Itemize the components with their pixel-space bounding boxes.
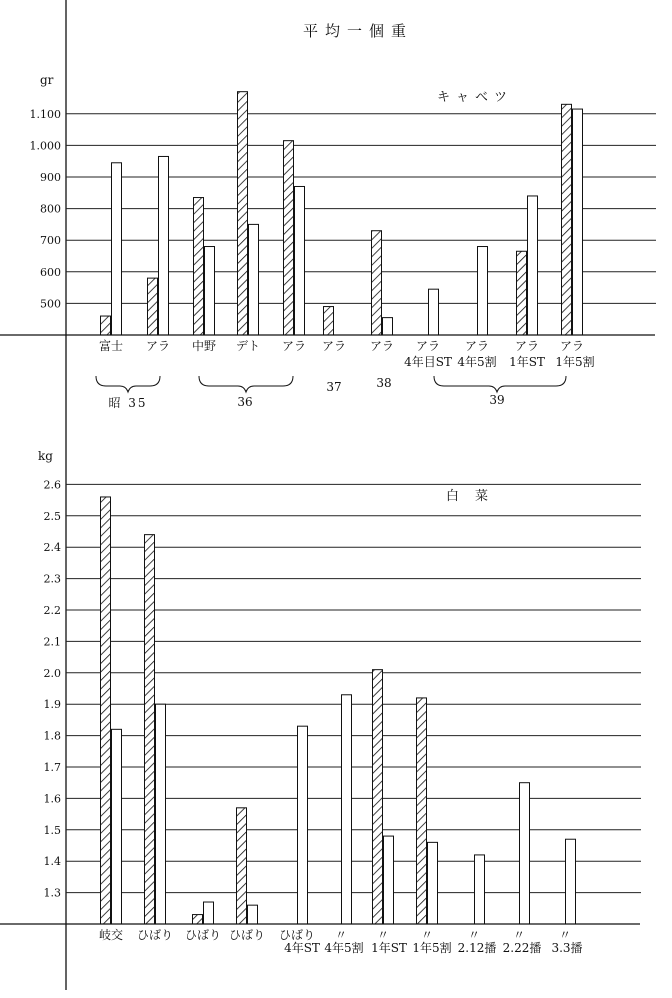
category-label: アラ [145,339,171,353]
bar-hatched [237,808,247,924]
cabbage-chart [0,73,656,410]
cabbage-y-unit: gr [40,73,54,87]
category-label: アラ [369,339,395,353]
hakusai-y-tick-labels [44,478,62,899]
hakusai-chart-title: 白 菜 [445,489,495,504]
category-label: アラ [415,339,441,353]
bar-plain [429,289,439,335]
bar-plain [159,156,169,335]
y-tick-label: 700 [40,234,61,248]
group-label-38: 38 [376,376,392,390]
category-label: アラ [281,339,307,353]
bar-plain [428,842,438,924]
cabbage-category-labels [99,338,584,353]
cabbage-y-tick-labels [30,108,62,311]
bar-plain [112,163,122,335]
bar-hatched [517,251,527,335]
bar-plain [248,905,258,924]
hakusai-y-unit: kg [38,449,53,463]
bar-hatched [417,698,427,924]
hakusai-sublabel-2: 4年5割 [324,941,364,955]
bar-hatched [324,307,334,335]
hakusai-sublabel-5: 2.12播 [457,941,497,955]
bar-hatched [194,198,204,335]
group-label-39: 39 [489,393,505,407]
y-tick-label: 2.3 [43,572,61,586]
bar-hatched [193,915,203,924]
y-tick-label: 1.5 [43,823,61,837]
chinese-cabbage-chart [0,449,641,955]
y-tick-label: 2.5 [43,509,61,523]
hakusai-sublabel-7: 3.3播 [551,941,583,955]
cabbage-chart-title: キャベツ [436,90,514,105]
category-label: 〃 [376,928,390,942]
bar-hatched [372,231,382,335]
y-tick-label: 1.3 [43,886,61,900]
y-tick-label: 1.4 [43,855,61,869]
category-label: 〃 [512,928,526,942]
category-label: アラ [514,339,540,353]
category-label: アラ [464,339,490,353]
group-label-36: 36 [237,395,253,409]
category-label: ひばり [184,928,222,942]
category-label: 中野 [191,339,217,353]
category-label: 岐交 [98,928,124,942]
bar-hatched [238,92,248,335]
y-tick-label: 1.7 [43,761,61,774]
y-tick-label: 2.6 [43,478,61,492]
bar-plain [204,902,214,924]
category-label: アラ [559,339,585,353]
category-label: 〃 [558,928,572,942]
category-label: 〃 [467,928,481,942]
bar-plain [112,729,122,924]
cabbage-sublabel-4: 1年5割 [555,355,595,369]
group-label-35: 昭 35 [108,396,148,410]
y-tick-label: 500 [40,297,61,311]
bar-hatched [148,278,158,335]
y-tick-label: 1.6 [43,792,61,806]
y-tick-label: 1.000 [29,139,61,153]
hakusai-bars [101,497,576,924]
hakusai-sublabel-1: 4年ST [284,941,320,955]
figure-title: 平均一個重 [302,22,414,40]
bar-plain [566,839,576,924]
bar-plain [475,855,485,924]
cabbage-bars [101,92,583,335]
bar-plain [249,224,259,335]
category-label: 〃 [334,928,348,942]
bar-hatched [101,316,111,335]
bar-hatched [145,535,155,924]
bar-plain [478,247,488,335]
cabbage-sublabel-2: 4年5割 [457,355,497,369]
category-label: ひばり [228,928,266,942]
bar-plain [342,695,352,924]
y-tick-label: 2.0 [43,666,61,680]
group-brace-39 [434,376,566,392]
bar-hatched [101,497,111,924]
bar-hatched [562,104,572,335]
bar-plain [295,186,305,335]
y-tick-label: 1.100 [29,107,61,121]
y-tick-label: 600 [40,265,61,279]
y-tick-label: 800 [40,202,61,216]
group-label-37: 37 [326,380,342,394]
group-brace-36 [199,376,293,392]
bar-plain [383,318,393,335]
group-brace-35 [96,376,160,392]
bar-plain [298,726,308,924]
bar-plain [156,704,166,924]
bar-plain [573,109,583,335]
category-label: ひばり [136,928,174,942]
y-tick-label: 2.4 [43,541,61,555]
y-tick-label: 2.1 [43,635,61,649]
y-tick-label: 2.2 [43,604,61,617]
cabbage-sublabel-1: 4年目ST [404,355,452,369]
y-tick-label: 900 [40,171,61,184]
bar-hatched [284,141,294,335]
category-label: デト [235,339,261,353]
hakusai-sublabel-4: 1年5割 [412,941,452,955]
cabbage-sublabel-3: 1年ST [509,355,545,369]
bar-plain [205,247,215,335]
bar-plain [384,836,394,924]
bar-hatched [373,670,383,924]
bar-plain [528,196,538,335]
category-label: アラ [321,339,347,353]
hakusai-sublabel-3: 1年ST [371,941,407,955]
hakusai-sublabel-6: 2.22播 [502,941,542,955]
category-label: ひばり [278,928,316,942]
bar-plain [520,783,530,924]
y-tick-label: 1.8 [43,729,61,743]
hakusai-category-labels [99,927,571,942]
category-label: 富士 [98,339,124,353]
category-label: 〃 [420,928,434,942]
y-tick-label: 1.9 [43,698,61,712]
